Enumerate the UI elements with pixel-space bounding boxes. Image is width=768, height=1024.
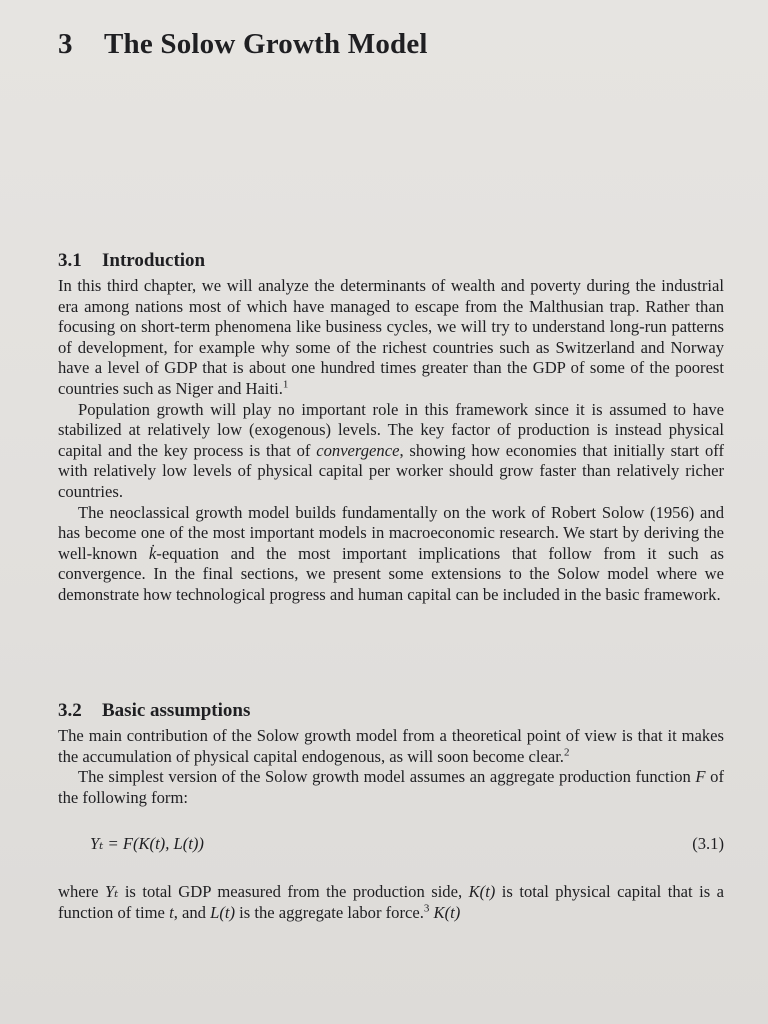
intro-p2-text-b: , showing how economies that initially start off with relatively low levels of physical capital per worker should grow faster than relatively richer countries. xyxy=(58,440,725,501)
assumptions-p2-text-a: The simplest version of the Solow growth model assumes an aggregate production function xyxy=(78,767,696,787)
intro-paragraph-3 xyxy=(58,503,724,606)
section-number: 3.1 xyxy=(58,250,82,271)
symbol-t: t xyxy=(169,902,174,922)
intro-p2-text-a: Population growth will play no important role in this framework since it is assumed to have stabilized at relatively low (exogenous) levels. The key factor of production is instead physical capital and the key process is that of xyxy=(58,399,724,460)
section-number: 3.2 xyxy=(58,700,82,721)
assumptions-p3-text-d: , and xyxy=(173,902,211,922)
chapter-title-text: The Solow Growth Model xyxy=(104,28,428,60)
section-heading-introduction xyxy=(58,250,724,272)
chapter-number: 3 xyxy=(58,28,73,60)
symbol-Kt-2: K(t) xyxy=(433,902,461,922)
footnote-ref-1: 1 xyxy=(282,378,289,391)
assumptions-paragraph-1 xyxy=(58,726,724,767)
chapter-title xyxy=(58,28,428,61)
footnote-ref-2: 2 xyxy=(563,746,570,759)
equation-3-1 xyxy=(58,834,724,856)
equation-number: (3.1) xyxy=(692,834,724,854)
symbol-Kt: K(t) xyxy=(468,882,496,902)
symbol-F: F xyxy=(695,767,706,787)
equation-expression: Yₜ = F(K(t), L(t)) xyxy=(90,834,204,854)
assumptions-paragraph-2 xyxy=(58,767,724,808)
section-title: Basic assumptions xyxy=(102,700,251,721)
section-introduction xyxy=(58,250,724,606)
intro-p3-text-a: The neoclassical growth model builds fundamentally on the work of Robert Solow (1956) and has become one of the most important models in macroeconomic research. We start by deriving the well-known xyxy=(58,502,724,563)
intro-paragraph-2 xyxy=(58,400,724,503)
assumptions-p3-text-b: is total GDP measured from the production side, xyxy=(118,882,469,902)
assumptions-p3-text-a: where xyxy=(58,882,106,902)
k-dot-symbol: k̇ xyxy=(148,543,157,563)
assumptions-p3-text-c: is total physical capital that is a function of time xyxy=(58,882,725,922)
intro-p3-text-b: -equation and the most important implications that follow from it such as convergence. In the final sections, we present some extensions to the Solow model where we demonstrate how technological progress and human capital can be included in the basic framework. xyxy=(58,543,725,604)
section-heading-basic-assumptions xyxy=(58,700,724,722)
intro-paragraph-1 xyxy=(58,276,724,400)
symbol-Lt: L(t) xyxy=(210,902,235,922)
assumptions-p3-text-e: is the aggregate labor force. xyxy=(234,902,424,922)
footnote-ref-3: 3 xyxy=(423,902,430,915)
assumptions-p1-text: The main contribution of the Solow growth model from a theoretical point of view is that it makes the accumulation of physical capital endogenous, as will soon become clear. xyxy=(58,726,724,766)
assumptions-paragraph-3 xyxy=(58,882,724,923)
section-title: Introduction xyxy=(102,250,206,271)
section-basic-assumptions xyxy=(58,700,724,924)
intro-p2-emphasis: convergence xyxy=(316,440,400,460)
intro-p1-text: In this third chapter, we will analyze the determinants of wealth and poverty during the industrial era among nations most of which have managed to escape from the Malthusian trap. Rather than focusing on short-term phenomena like business cycles, we will try to understand long-run patterns of development, for example why some of the richest countries such as Switzerland and Norway have a level of GDP that is about one hundred times greater than the GDP of some of the poorest countries such as Niger and Haiti. xyxy=(58,276,724,398)
assumptions-p2-text-b: of the following form: xyxy=(58,767,724,807)
symbol-Yt: Yₜ xyxy=(105,882,119,902)
